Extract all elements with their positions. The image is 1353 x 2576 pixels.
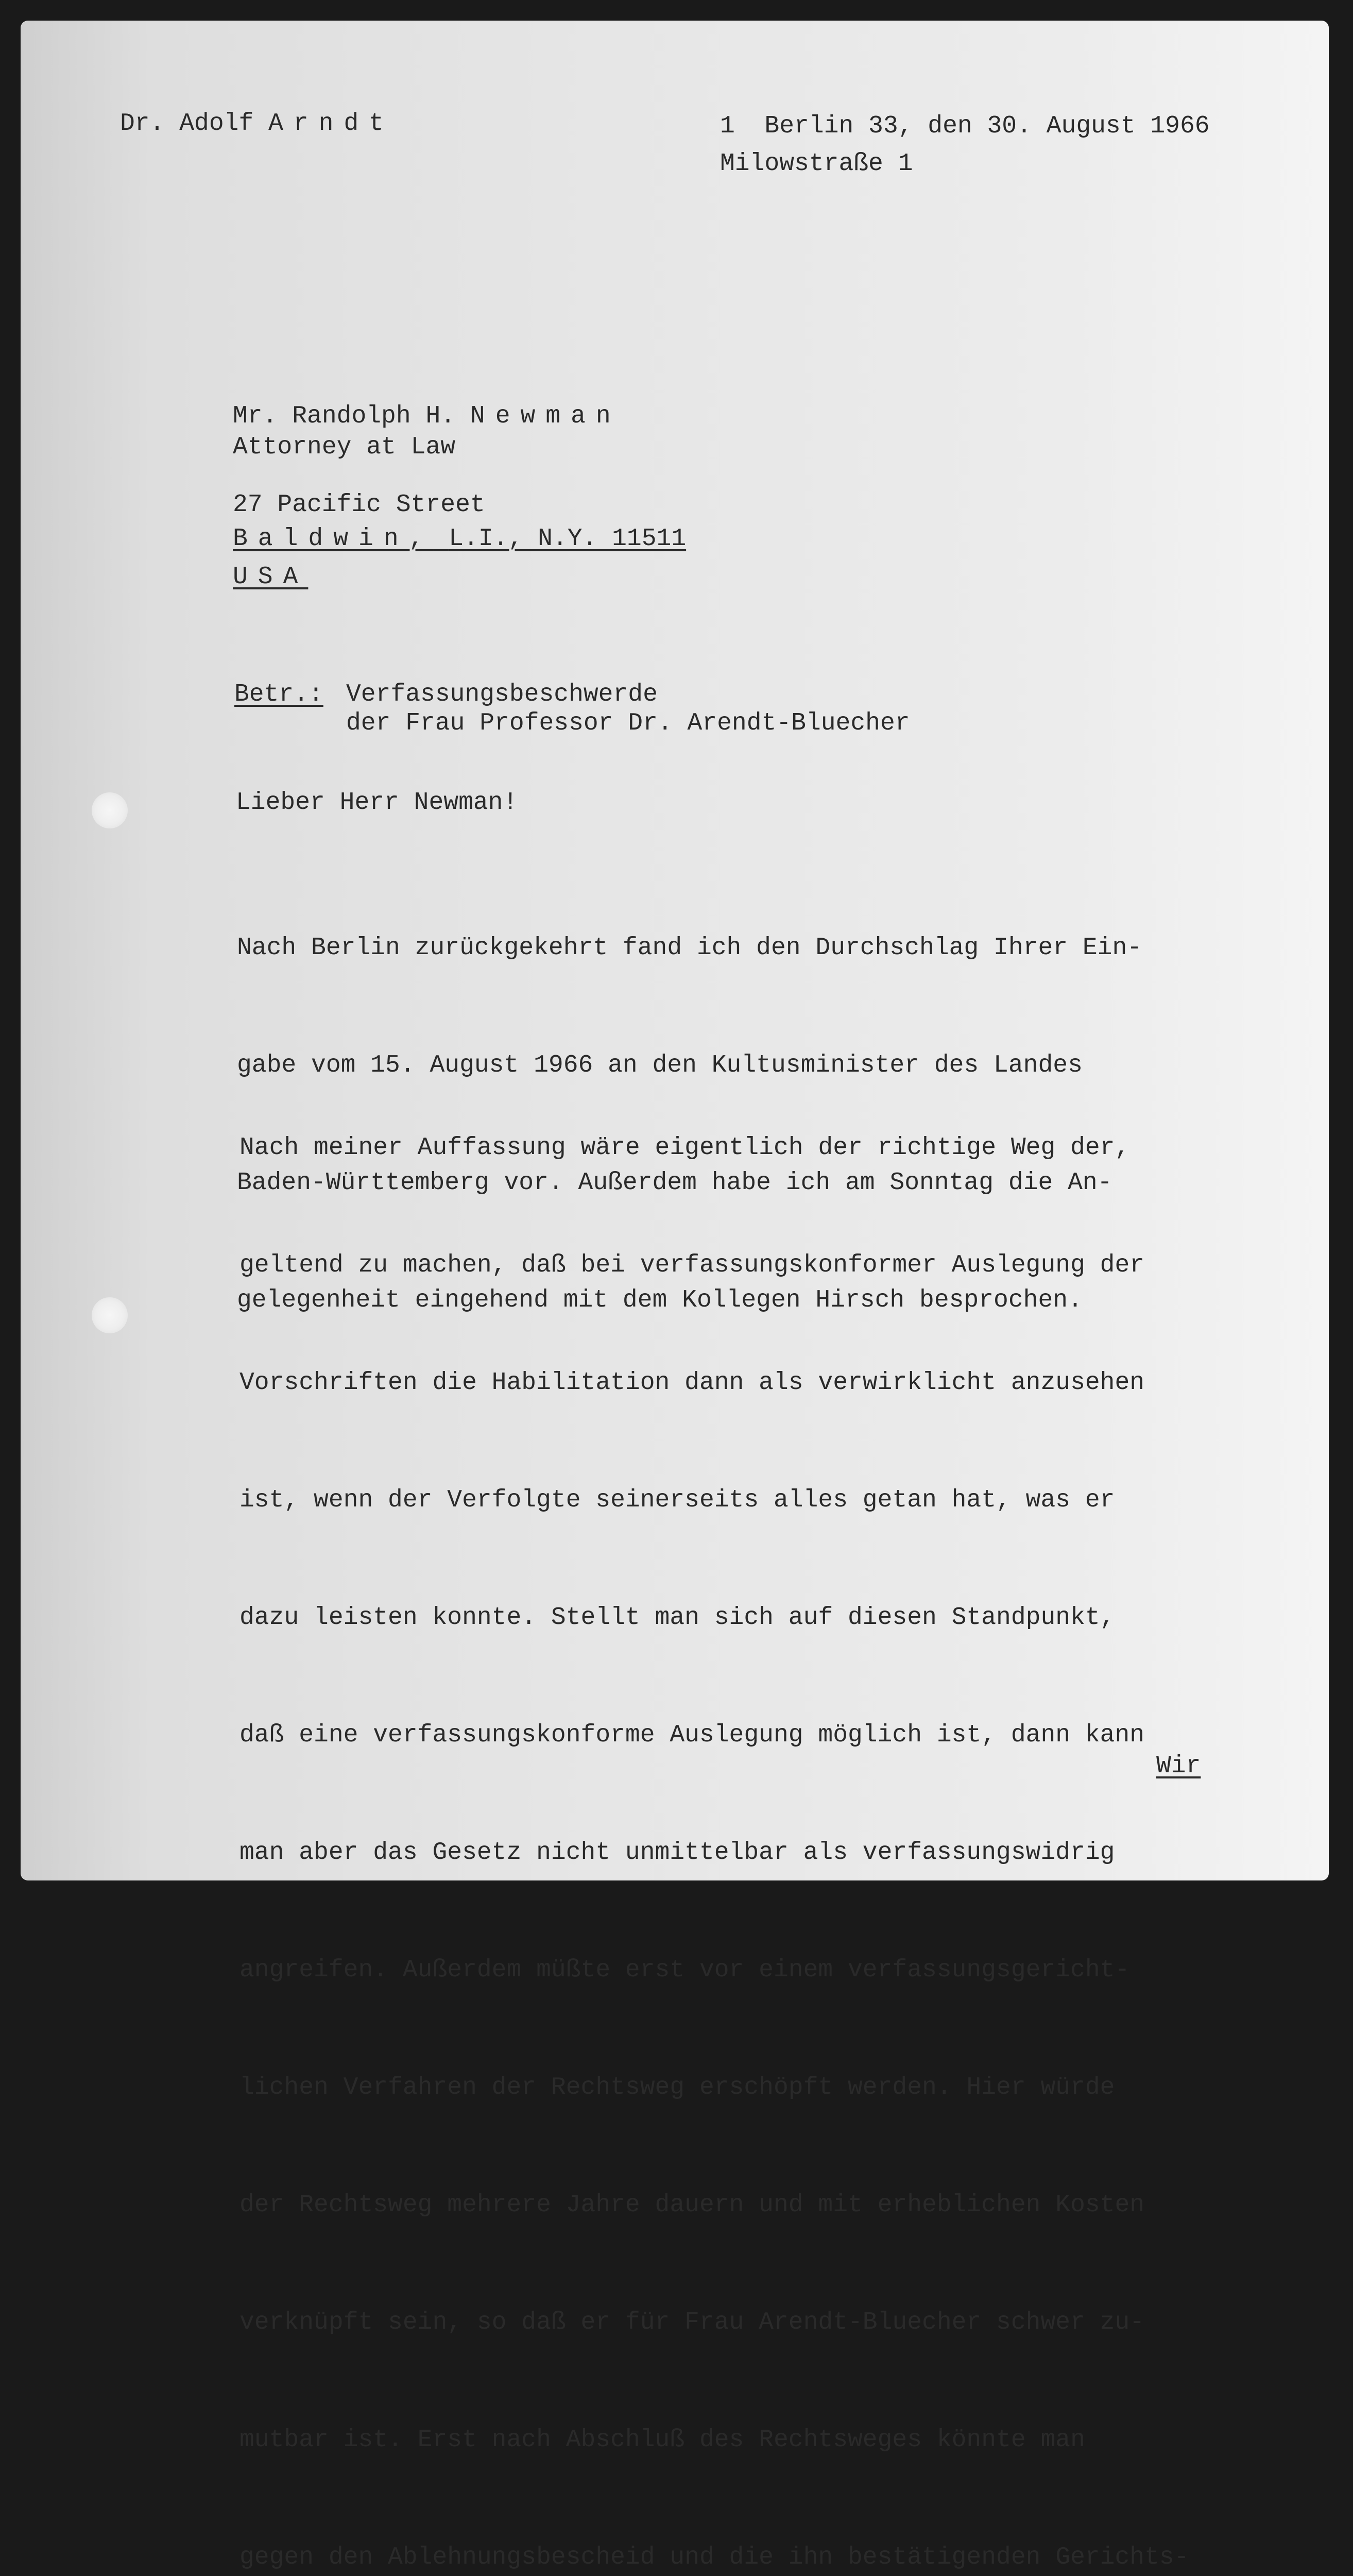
recipient-profession: Attorney at Law [233, 433, 456, 461]
text-line: dazu leisten konnte. Stellt man sich auf diesen Standpunkt, [239, 1604, 1115, 1632]
sender-name: Dr. Adolf Arndt [120, 110, 395, 138]
punch-hole [92, 792, 128, 828]
text-line: verknüpft sein, so daß er für Frau Arendt-Bluecher schwer zu- [239, 2309, 1145, 2336]
recipient-country: USA [233, 563, 309, 591]
text-line: gabe vom 15. August 1966 an den Kultusminister des Landes [237, 1052, 1083, 1079]
text-line: Nach Berlin zurückgekehrt fand ich den Durchschlag Ihrer Ein- [237, 934, 1142, 962]
subject-line-2: der Frau Professor Dr. Arendt-Bluecher [346, 709, 910, 737]
text-line: daß eine verfassungskonforme Auslegung möglich ist, dann kann [239, 1721, 1145, 1749]
sender-street: Milowstraße 1 [720, 150, 913, 178]
catchword: Wir [1156, 1752, 1201, 1780]
text-line: der Rechtsweg mehrere Jahre dauern und mit erheblichen Kosten [239, 2191, 1145, 2219]
text-line: angreifen. Außerdem müßte erst vor einem verfassungsgericht- [239, 1956, 1130, 1984]
subject-line-1: Verfassungsbeschwerde [346, 681, 658, 708]
subject-label: Betr.: [234, 681, 323, 708]
text-line: ist, wenn der Verfolgte seinerseits alles getan hat, was er [239, 1486, 1115, 1514]
text-line: lichen Verfahren der Rechtsweg erschöpft werden. Hier würde [239, 2074, 1115, 2102]
text-line: mutbar ist. Erst nach Abschluß des Rechtsweges könnte man [239, 2426, 1085, 2454]
recipient-street: 27 Pacific Street [233, 491, 485, 519]
text-line: Nach meiner Auffassung wäre eigentlich der richtige Weg der, [239, 1134, 1130, 1162]
recipient-name: Mr. Randolph H. Newman [233, 402, 621, 430]
punch-hole [92, 1297, 128, 1333]
text-line: Vorschriften die Habilitation dann als verwirklicht anzusehen [239, 1369, 1145, 1397]
text-line: gegen den Ablehnungsbescheid und die ihn bestätigenden Gerichts- [239, 2544, 1189, 2571]
text-line: Baden-Württemberg vor. Außerdem habe ich am Sonntag die An- [237, 1169, 1112, 1197]
text-line: man aber das Gesetz nicht unmittelbar als verfassungswidrig [239, 1839, 1115, 1867]
recipient-city: Baldwin, L.I., N.Y. 11511 [233, 525, 687, 553]
salutation: Lieber Herr Newman! [236, 789, 518, 817]
place-date: 1 Berlin 33, den 30. August 1966 [720, 112, 1210, 140]
paragraph-2 [239, 1050, 1189, 2576]
text-line: geltend zu machen, daß bei verfassungskonformer Auslegung der [239, 1251, 1145, 1279]
text-line: gelegenheit eingehend mit dem Kollegen Hirsch besprochen. [237, 1286, 1083, 1314]
